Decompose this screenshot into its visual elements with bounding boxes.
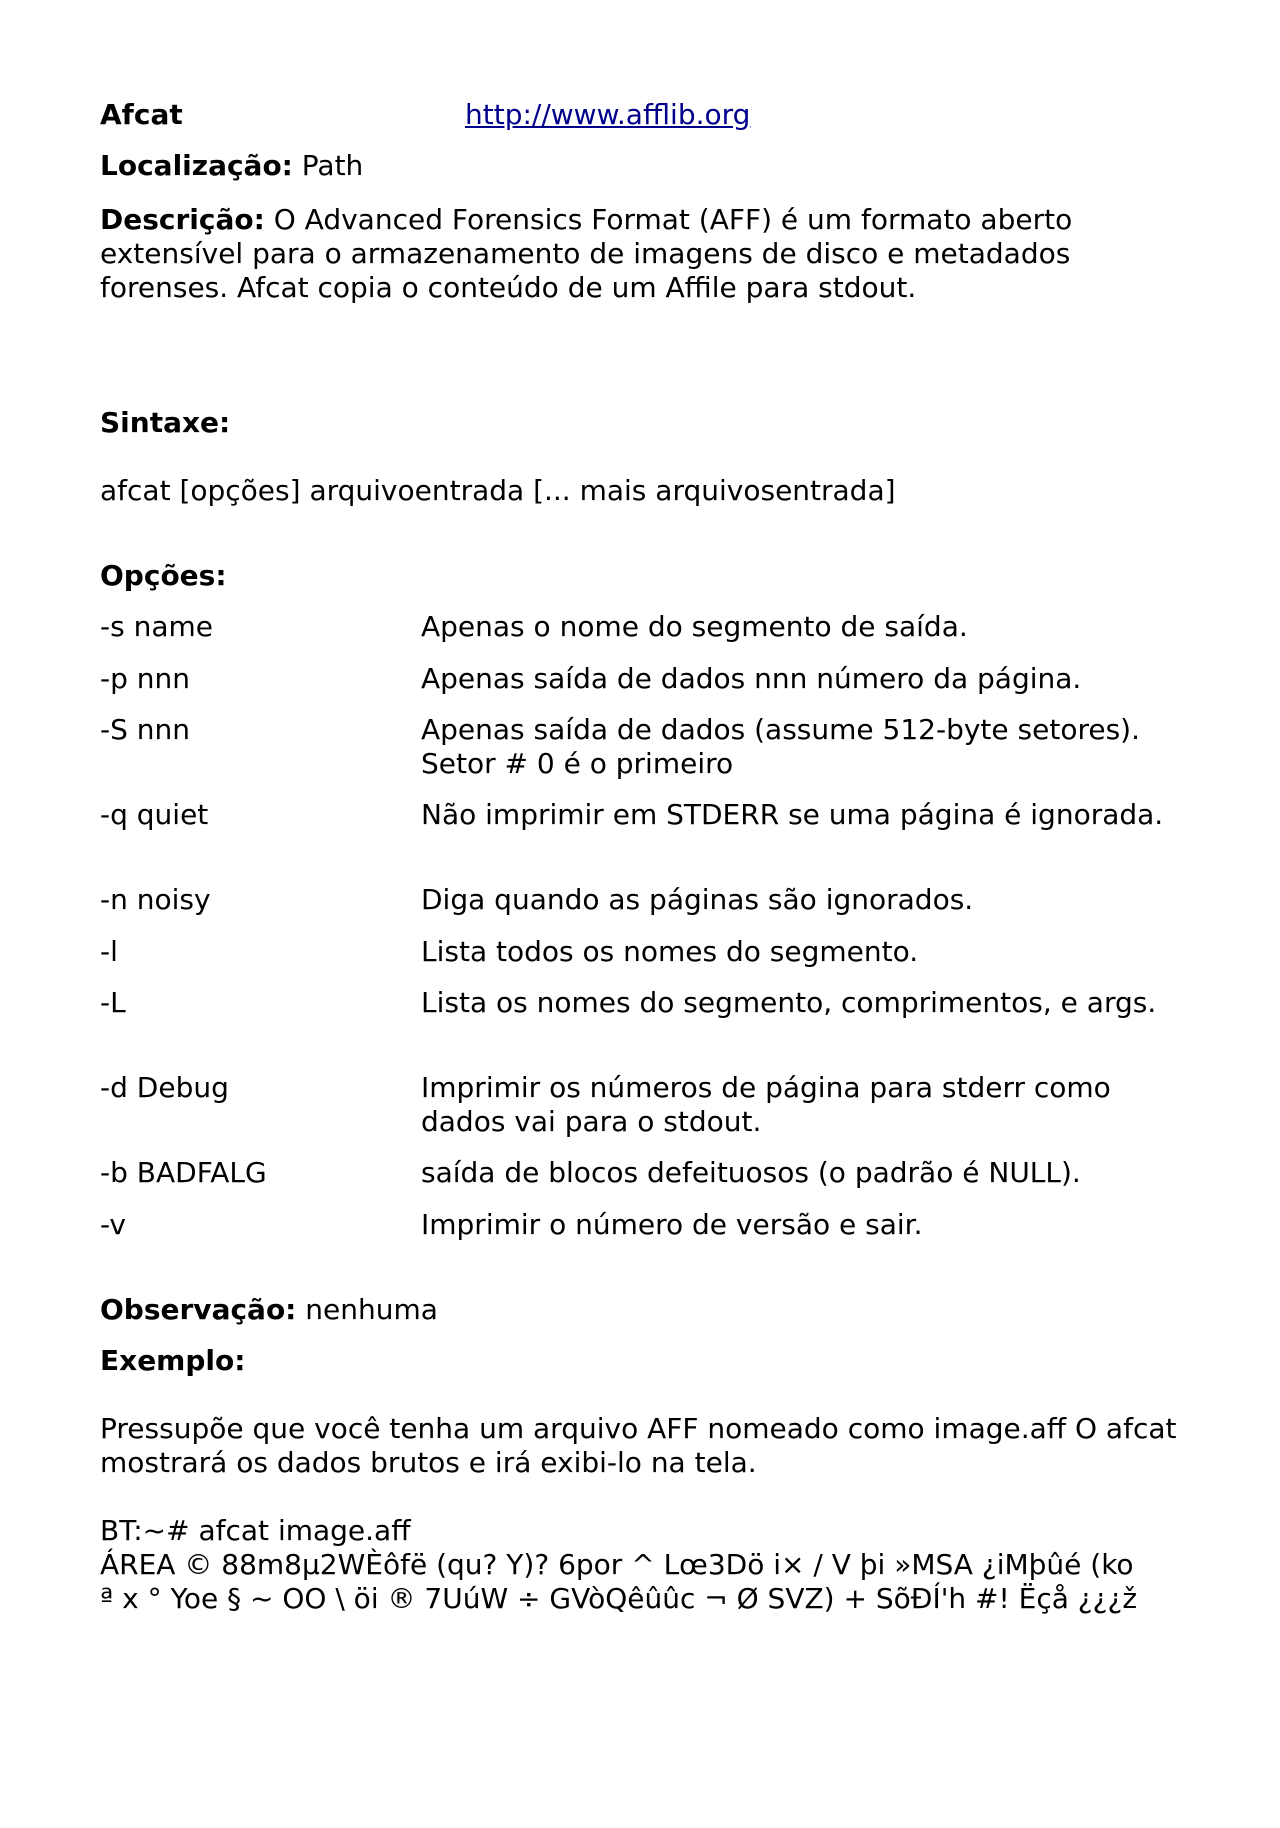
option-description: saída de blocos defeituosos (o padrão é NULL).: [421, 1156, 1081, 1189]
example-output-line: ÁREA © 88m8µ2WÈôfë (qu? Y)? 6por ^ Lœ3Dö i× / V þi »MSA ¿iMþûé (ko: [100, 1548, 1134, 1581]
tool-title: Afcat: [100, 98, 183, 131]
observation-label: Observação:: [100, 1293, 297, 1326]
option-description: Apenas saída de dados nnn número da página.: [421, 662, 1082, 695]
option-flag: -S nnn: [100, 713, 191, 746]
syntax-command: afcat [opções] arquivoentrada [... mais arquivosentrada]: [100, 474, 896, 507]
description-label: Descrição:: [100, 203, 265, 236]
option-description: Imprimir o número de versão e sair.: [421, 1208, 923, 1241]
option-flag: -p nnn: [100, 662, 191, 695]
option-description: Apenas o nome do segmento de saída.: [421, 610, 968, 643]
option-flag: -b BADFALG: [100, 1156, 267, 1189]
option-description: Não imprimir em STDERR se uma página é ignorada.: [421, 798, 1164, 831]
option-flag: -n noisy: [100, 883, 211, 916]
option-flag: -q quiet: [100, 798, 209, 831]
description-paragraph: [100, 203, 1180, 305]
observation-line: [100, 1293, 438, 1327]
syntax-heading: Sintaxe:: [100, 406, 231, 439]
location-value: Path: [301, 149, 364, 182]
afflib-link[interactable]: http://www.afflib.org: [465, 98, 751, 131]
option-flag: -L: [100, 986, 126, 1019]
option-flag: -s name: [100, 610, 213, 643]
example-heading: Exemplo:: [100, 1344, 246, 1377]
option-description: Imprimir os números de página para stderr como dados vai para o stdout.: [421, 1071, 1111, 1138]
option-description: Lista os nomes do segmento, comprimentos, e args.: [421, 986, 1157, 1019]
option-description: Diga quando as páginas são ignorados.: [421, 883, 974, 916]
description-text: O Advanced Forensics Format (AFF) é um formato aberto extensível para o armazenamento de imagens de disco e metadados forenses. Afcat copia o conteúdo de um Affile para stdout.: [100, 203, 1073, 304]
example-command: BT:~# afcat image.aff: [100, 1514, 411, 1547]
example-output-line: ª x ° Yoe § ~ OO \ öi ® 7UúW ÷ GVòQêûûc ¬ Ø SVZ) + SõÐÍ'h #! Ëçå ¿¿¿ž: [100, 1582, 1138, 1615]
location-line: [100, 149, 363, 183]
option-description: Lista todos os nomes do segmento.: [421, 935, 919, 968]
option-flag: -d Debug: [100, 1071, 229, 1104]
option-flag: -v: [100, 1208, 126, 1241]
option-description: Apenas saída de dados (assume 512-byte setores). Setor # 0 é o primeiro: [421, 713, 1140, 780]
example-paragraph: Pressupõe que você tenha um arquivo AFF nomeado como image.aff O afcat mostrará os dados brutos e irá exibi-lo na tela.: [100, 1412, 1177, 1479]
option-flag: -l: [100, 935, 118, 968]
options-heading: Opções:: [100, 559, 227, 592]
observation-value: nenhuma: [305, 1293, 438, 1326]
location-label: Localização:: [100, 149, 293, 182]
